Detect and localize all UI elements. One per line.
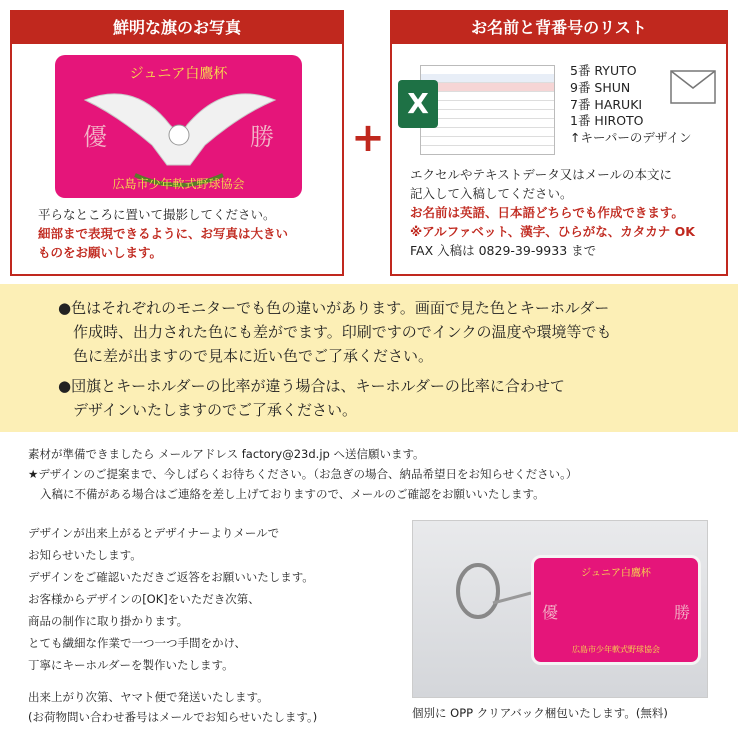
notice-line-2: 作成時、出力された色にも差がでます。印刷ですのでインクの温度や環境等でも [73, 323, 612, 341]
list-instruction-3: お名前は英語、日本語どちらでも作成できます。 [410, 205, 684, 220]
keychain-right-char: 勝 [673, 603, 690, 622]
notice-line-3: 色に差が出ますので見本に近い色でご了承ください。 [73, 347, 434, 365]
list-instruction-1: エクセルやテキストデータ又はメールの本文に [410, 167, 673, 182]
notice-line-1: ●色はそれぞれのモニターでも色の違いがあります。画面で見た色とキーホルダー [58, 299, 610, 317]
step-text-6: とても繊細な作業で一つ一つ手間をかけ、 [28, 636, 247, 650]
submission-info-1: 素材が準備できましたら メールアドレス factory@23d.jp へ送信願います。 [28, 447, 425, 461]
step-text-9: (お荷物問い合わせ番号はメールでお知らせいたします。) [28, 710, 318, 724]
submission-info-2: ★デザインのご提案まで、今しばらくお待ちください。（お急ぎの場合、納品希望日をお知らせください。） [28, 467, 578, 481]
keychain-flag-title: ジュニア白鷹杯 [581, 568, 651, 579]
submission-info-3: 入稿に不備がある場合はご連絡を差し上げておりますので、メールのご確認をお願いいたします。 [40, 487, 545, 501]
list-instruction-2: 記入して入稿してください。 [410, 186, 573, 201]
step-text-7: 丁寧にキーホルダーを製作いたします。 [28, 658, 234, 672]
list-item: 7番 HARUKI [570, 96, 643, 112]
keychain-flag-org: 広島市少年軟式野球協会 [572, 645, 660, 654]
list-instruction-4: ※アルファベット、漢字、ひらがな、カタカナ OK [410, 224, 695, 239]
spreadsheet-preview [420, 65, 555, 155]
step-text-4: お客様からデザインの[OK]をいただき次第、 [28, 592, 260, 606]
flag-left-char: 優 [83, 123, 107, 151]
step-text-1: デザインが出来上がるとデザイナーよりメールで [28, 526, 280, 540]
list-item: 9番 SHUN [570, 79, 631, 95]
plus-sign: + [351, 115, 385, 161]
fax-instruction: FAX 入稿は 0829-39-9933 まで [410, 243, 597, 258]
notice-line-4: ●団旗とキーホルダーの比率が違う場合は、キーホルダーの比率に合わせて [58, 377, 565, 395]
notice-line-5: デザインいたしますのでご了承ください。 [73, 401, 357, 419]
flag-photo-panel-title: 鮮明な旗のお写真 [12, 12, 342, 44]
keychain-package-photo [412, 520, 708, 698]
flag-sample-image [55, 55, 302, 198]
mail-icon [670, 70, 716, 104]
step-text-5: 商品の制作に取り掛かります。 [28, 614, 189, 628]
name-list-panel-title: お名前と背番号のリスト [392, 12, 726, 44]
list-item: 1番 HIROTO [570, 113, 644, 129]
flag-right-char: 勝 [250, 123, 274, 151]
excel-icon: X [398, 80, 438, 128]
keychain-flag-image [531, 555, 701, 665]
list-item: 5番 RYUTO [570, 63, 637, 78]
flag-photo-instruction-1: 平らなところに置いて撮影してください。 [38, 207, 276, 222]
step-text-3: デザインをご確認いただきご返答をお願いいたします。 [28, 570, 314, 584]
photo-caption: 個別に OPP クリアバック梱包いたします。(無料) [412, 706, 668, 720]
flag-photo-instruction-3: ものをお願いします。 [38, 245, 163, 260]
flag-photo-instruction-2: 細部まで表現できるように、お写真は大きい [38, 226, 289, 241]
flag-title-text: ジュニア白鷹杯 [129, 66, 228, 82]
list-item: ↑キーパーのデザイン [570, 130, 692, 146]
step-text-2: お知らせいたします。 [28, 548, 142, 562]
step-text-8: 出来上がり次第、ヤマト便で発送いたします。 [28, 690, 269, 704]
keychain-left-char: 優 [542, 603, 559, 622]
flag-org-text: 広島市少年軟式野球協会 [112, 177, 245, 191]
